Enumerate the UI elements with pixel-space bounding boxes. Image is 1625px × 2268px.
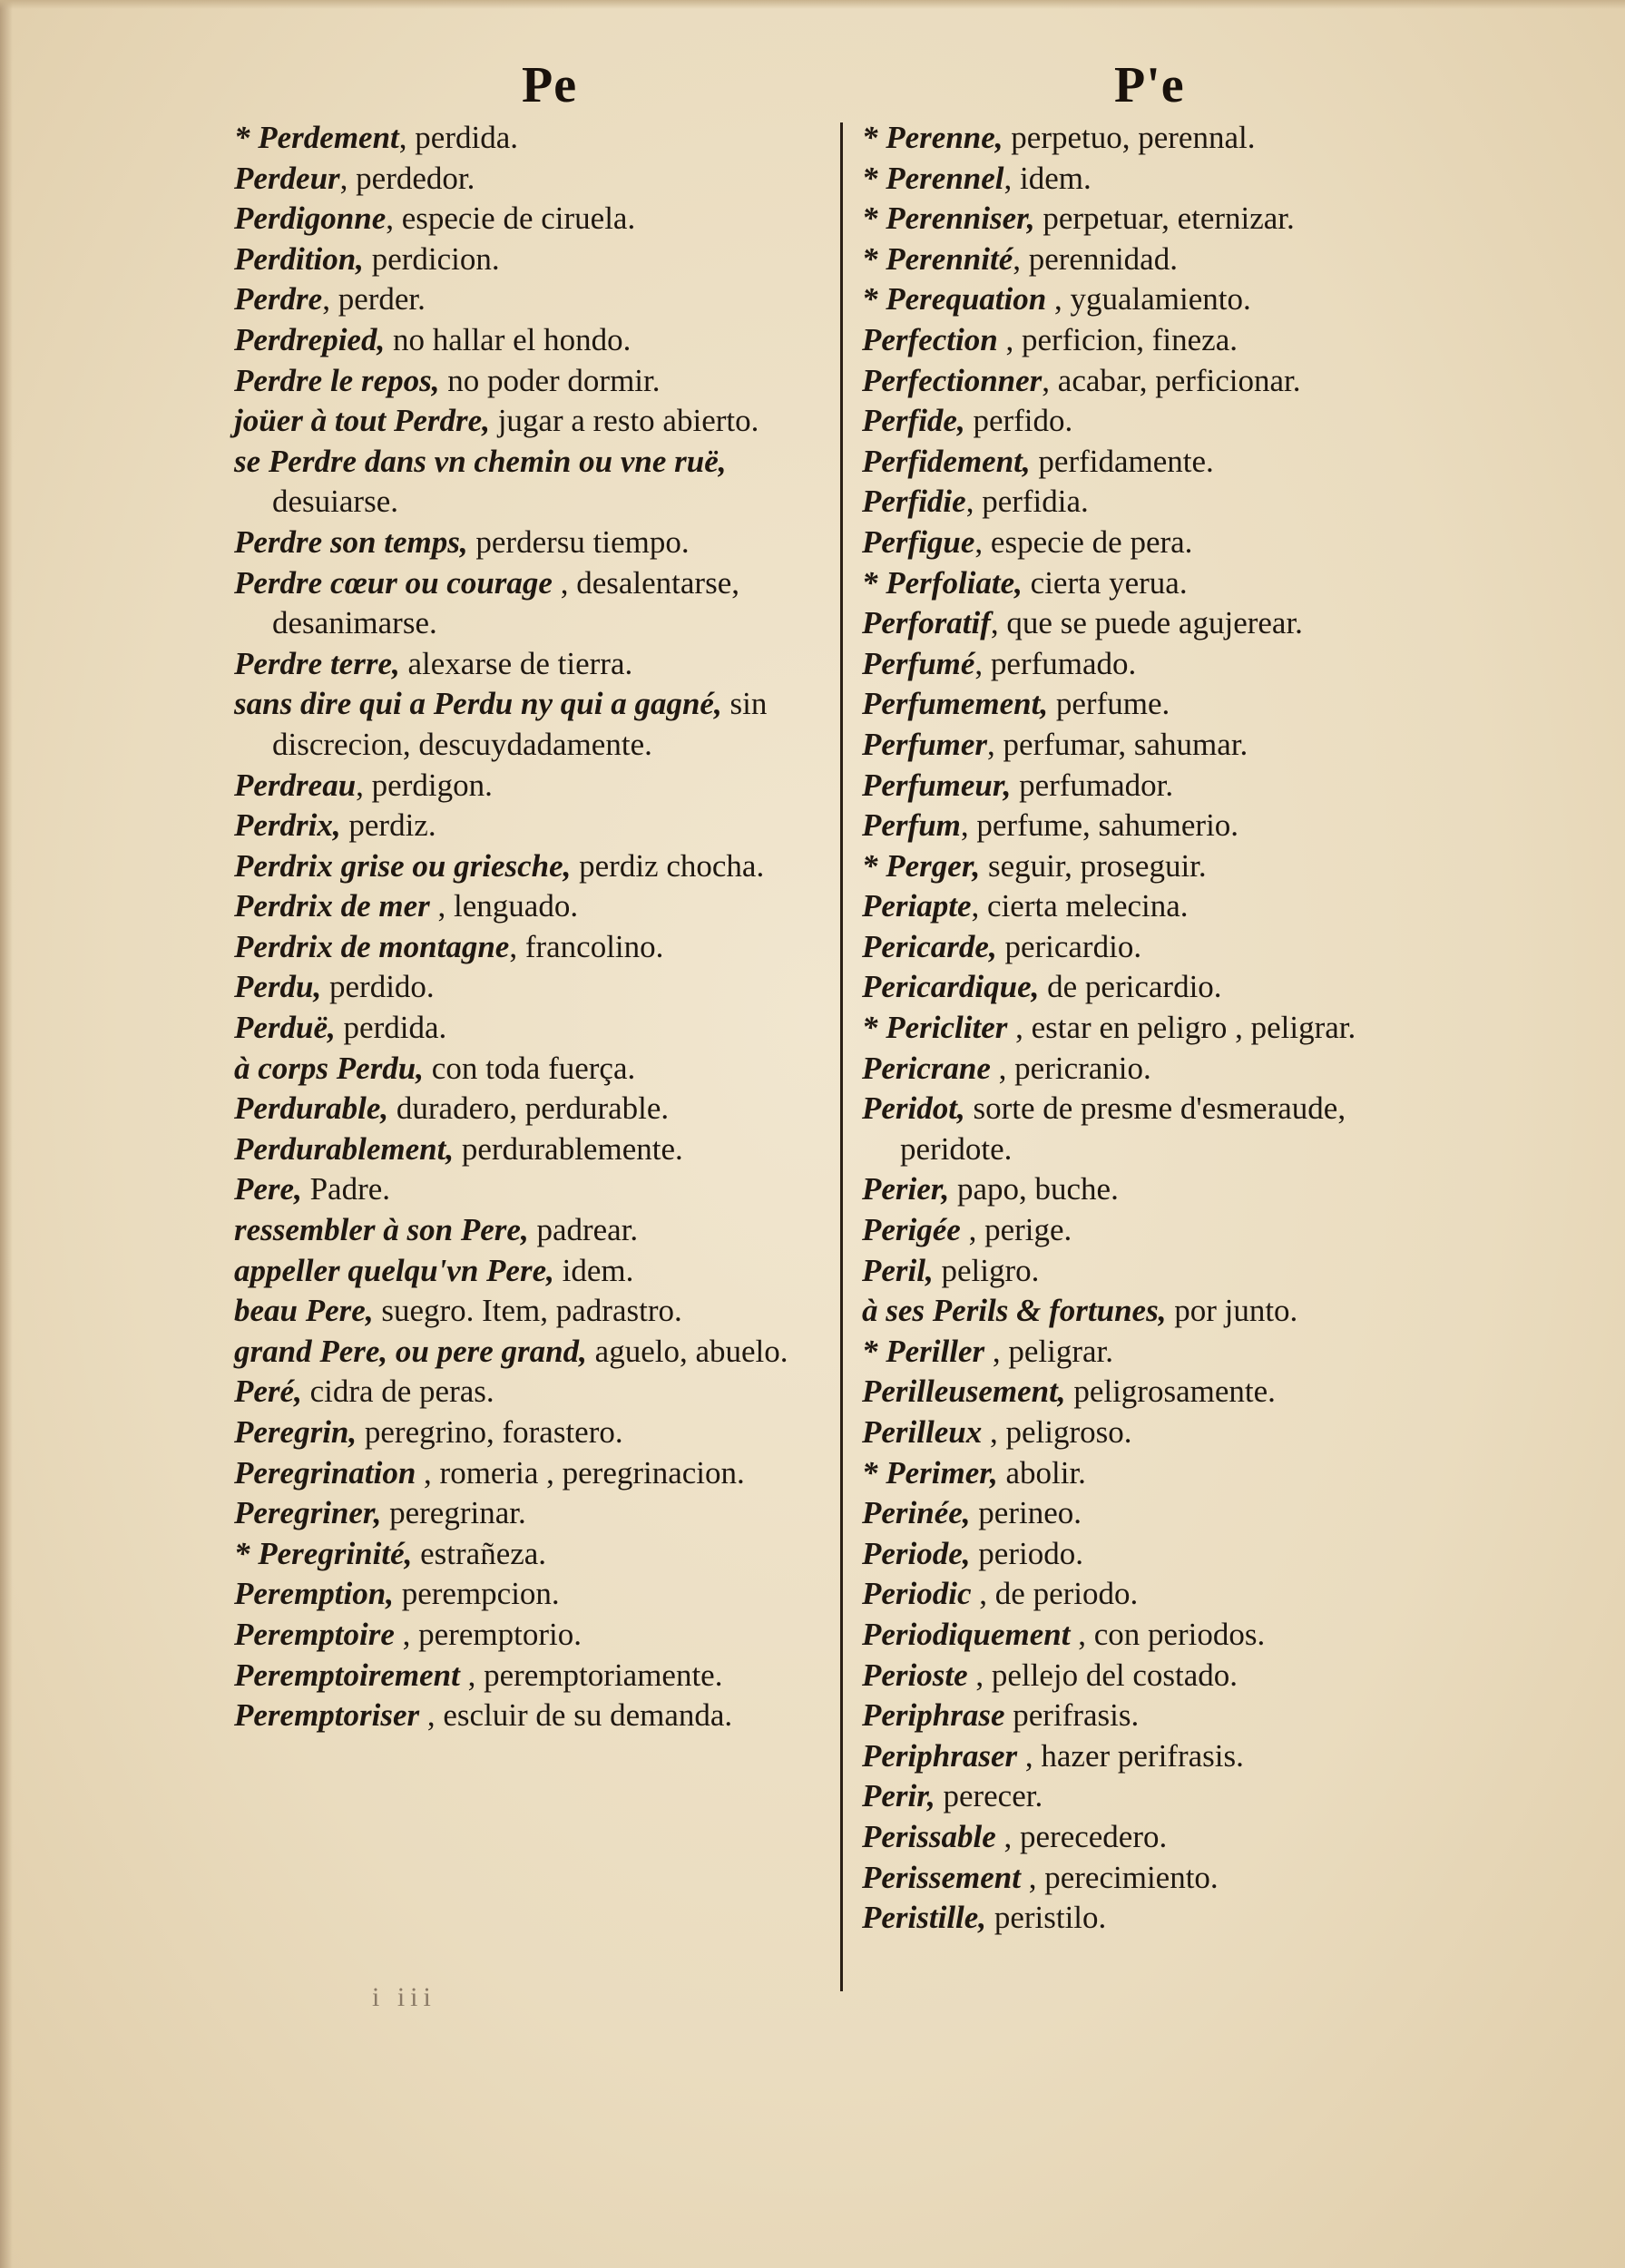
entry-headword: Perdigonne [234, 200, 387, 237]
entry-definition: sin discrecion, descuydadamente. [272, 686, 768, 762]
entry-headword: Peremptoriser [234, 1697, 420, 1734]
entry-definition: , lenguado. [429, 888, 579, 924]
entry-headword: Perfectionner [862, 362, 1043, 398]
dictionary-entry [234, 886, 826, 927]
dictionary-entry [234, 442, 826, 523]
dictionary-entry [234, 806, 826, 846]
entry-definition: , perfidia. [965, 484, 1089, 520]
dictionary-entry [234, 279, 826, 320]
entry-definition: , escluir de su demanda. [419, 1697, 733, 1734]
entry-headword: Perilleux [862, 1414, 983, 1450]
entry-headword: se Perdre dans vn chemin ou vne ruë, [234, 443, 727, 479]
column-divider [840, 122, 843, 1991]
entry-definition: desuiarse. [272, 484, 398, 520]
entry-definition: , perdigon. [356, 767, 493, 803]
entry-definition: no poder dormir. [439, 362, 661, 398]
entry-headword: Perdrix grise ou griesche, [234, 847, 572, 884]
dictionary-entry [862, 1251, 1452, 1292]
dictionary-entry [862, 927, 1452, 968]
dictionary-entry [862, 1008, 1452, 1049]
entry-headword: * Perennel [862, 160, 1004, 196]
entry-definition: perpetuo, perennal. [1003, 120, 1256, 155]
entry-headword: Perdrix de mer [234, 888, 430, 924]
entry-headword: appeller quelqu'vn Pere, [234, 1252, 554, 1288]
entry-definition: perdicion. [363, 240, 500, 277]
dictionary-entry [862, 806, 1452, 846]
entry-definition: de pericardio. [1039, 969, 1222, 1005]
entry-definition: perifrasis. [1004, 1697, 1140, 1734]
entry-definition: , perfumar, sahumar. [987, 726, 1248, 762]
dictionary-entry [234, 766, 826, 807]
entry-headword: Peregriner, [234, 1495, 382, 1531]
signature-mark: i iii [372, 1982, 436, 2012]
entry-headword: Perdre terre, [234, 645, 400, 681]
entry-headword: * Perdement [234, 120, 399, 155]
dictionary-entry [234, 199, 826, 240]
dictionary-entry [234, 1656, 826, 1696]
dictionary-entry [862, 442, 1452, 483]
entry-headword: Perfumeur, [862, 767, 1012, 803]
entry-headword: * Periller [862, 1333, 985, 1369]
entry-headword: Peremptoire [234, 1616, 395, 1652]
entry-headword: Perdu, [234, 969, 322, 1005]
dictionary-entry [234, 1372, 826, 1413]
entry-definition: , perennidad. [1013, 240, 1178, 277]
entry-definition: perdida. [335, 1010, 447, 1046]
entry-headword: Perdition, [234, 240, 364, 277]
entry-definition: cierta yerua. [1022, 564, 1188, 601]
entry-headword: grand Pere, ou pere grand, [234, 1333, 587, 1369]
dictionary-entry [234, 563, 826, 644]
dictionary-entry [862, 967, 1452, 1008]
page-edge-shadow-left [0, 0, 13, 2268]
running-header-right: P'e [1114, 57, 1185, 113]
entry-definition: duradero, perdurable. [388, 1090, 670, 1127]
entry-definition: aguelo, abuelo. [586, 1333, 788, 1369]
entry-headword: * Perfoliate, [862, 564, 1023, 601]
entry-headword: à corps Perdu, [234, 1050, 425, 1086]
entry-headword: Peré, [234, 1374, 302, 1410]
entry-headword: Perioste [862, 1657, 968, 1693]
entry-definition: , perfume, sahumerio. [960, 807, 1239, 844]
entry-headword: ressembler à son Pere, [234, 1212, 529, 1248]
entry-definition: , perige. [960, 1212, 1072, 1248]
entry-definition: perempcion. [393, 1576, 560, 1612]
entry-headword: * Perger, [862, 847, 981, 884]
entry-headword: beau Pere, [234, 1293, 374, 1329]
entry-definition: , peremptorio. [394, 1616, 582, 1652]
dictionary-entry [234, 1008, 826, 1049]
dictionary-entry [862, 1089, 1452, 1169]
dictionary-entry [234, 1049, 826, 1090]
dictionary-entry [234, 1696, 826, 1736]
entry-definition: cidra de peras. [301, 1374, 494, 1410]
entry-definition: , con periodos. [1070, 1616, 1266, 1652]
entry-headword: Peregrin, [234, 1414, 357, 1450]
entry-headword: Perfumé [862, 645, 975, 681]
entry-definition: , especie de pera. [974, 523, 1193, 560]
entry-headword: * Peregrinité, [234, 1535, 413, 1571]
entry-definition: padrear. [528, 1212, 639, 1248]
entry-headword: Peregrination [234, 1454, 416, 1491]
entry-headword: Periodiquement [862, 1616, 1071, 1652]
entry-definition: , ygualamiento. [1046, 281, 1251, 318]
dictionary-entry [234, 159, 826, 200]
dictionary-entry [862, 159, 1452, 200]
entry-headword: Perdurable, [234, 1090, 389, 1127]
dictionary-entry [234, 320, 826, 361]
entry-definition: perfidamente. [1030, 443, 1214, 479]
entry-headword: Pere, [234, 1171, 302, 1207]
entry-definition: , peligrar. [984, 1333, 1114, 1369]
entry-definition: peligro. [933, 1252, 1040, 1288]
entry-headword: Perfide, [862, 403, 965, 439]
entry-definition: estrañeza. [412, 1535, 547, 1571]
entry-headword: Periodic [862, 1576, 972, 1612]
dictionary-entry [862, 1858, 1452, 1899]
entry-definition: , peremptoriamente. [459, 1657, 723, 1693]
entry-definition: alexarse de tierra. [399, 645, 633, 681]
entry-definition: , de periodo. [971, 1576, 1139, 1612]
entry-headword: Periapte [862, 888, 972, 924]
dictionary-entry [862, 118, 1452, 159]
entry-headword: * Perequation [862, 281, 1047, 318]
dictionary-entry [862, 401, 1452, 442]
dictionary-entry [862, 199, 1452, 240]
dictionary-entry [234, 1534, 826, 1575]
entry-headword: Perdurablement, [234, 1130, 455, 1167]
entry-headword: Perfum [862, 807, 961, 844]
entry-headword: Peridot, [862, 1090, 965, 1127]
entry-headword: Periphrase [862, 1697, 1005, 1734]
entry-definition: , perecedero. [995, 1818, 1168, 1854]
entry-definition: perfido. [964, 403, 1073, 439]
dictionary-entry [862, 1332, 1452, 1373]
entry-definition: periodo. [970, 1535, 1083, 1571]
dictionary-entry [234, 1291, 826, 1332]
entry-definition: , estar en peligro , peligrar. [1007, 1010, 1356, 1046]
entry-definition: perfumador. [1011, 767, 1174, 803]
entry-definition: jugar a resto abierto. [489, 403, 759, 439]
entry-headword: Perfumer [862, 726, 988, 762]
entry-headword: Perforatif [862, 605, 991, 641]
entry-definition: sorte de presme d'esmeraude, peridote. [900, 1090, 1346, 1167]
dictionary-entry [862, 1736, 1452, 1777]
entry-definition: , perficion, fineza. [997, 321, 1238, 357]
dictionary-entry [862, 361, 1452, 402]
entry-definition: papo, buche. [949, 1171, 1119, 1207]
entry-definition: perpetuar, eternizar. [1034, 200, 1295, 237]
entry-definition: , perfumado. [974, 645, 1137, 681]
entry-headword: Perfidement, [862, 443, 1031, 479]
dictionary-entry [234, 118, 826, 159]
dictionary-entry [862, 886, 1452, 927]
entry-definition: , perder. [322, 281, 426, 318]
dictionary-entry [234, 644, 826, 685]
entry-definition: peligrosamente. [1065, 1374, 1276, 1410]
page-edge-shadow-top [0, 0, 1625, 9]
entry-definition: perdido. [321, 969, 435, 1005]
entry-definition: , hazer perifrasis. [1017, 1737, 1244, 1774]
dictionary-entry [862, 1291, 1452, 1332]
dictionary-entry [234, 240, 826, 280]
entry-headword: Perigée [862, 1212, 961, 1248]
dictionary-entry [234, 361, 826, 402]
dictionary-entry [862, 1898, 1452, 1939]
dictionary-entry [234, 1493, 826, 1534]
entry-definition: perfume. [1048, 686, 1170, 722]
dictionary-entry [234, 1574, 826, 1615]
dictionary-entry [234, 401, 826, 442]
dictionary-entry [234, 967, 826, 1008]
entry-definition: , perecimiento. [1020, 1859, 1219, 1895]
entry-definition: , romeria , peregrinacion. [416, 1454, 745, 1491]
entry-definition: abolir. [997, 1454, 1086, 1491]
entry-headword: Perdre le repos, [234, 362, 440, 398]
entry-headword: Perfidie [862, 484, 966, 520]
entry-definition: peregrino, forastero. [357, 1414, 623, 1450]
entry-headword: Peremptoirement [234, 1657, 460, 1693]
entry-definition: perdersu tiempo. [467, 523, 690, 560]
entry-headword: Peremption, [234, 1576, 394, 1612]
entry-headword: Periode, [862, 1535, 971, 1571]
entry-definition: , cierta melecina. [971, 888, 1189, 924]
dictionary-entry [862, 1696, 1452, 1736]
dictionary-entry [862, 320, 1452, 361]
dictionary-entry [234, 1453, 826, 1494]
dictionary-entry [862, 1534, 1452, 1575]
dictionary-entry [234, 1210, 826, 1251]
entry-definition: peregrinar. [381, 1495, 526, 1531]
dictionary-entry [862, 1169, 1452, 1210]
running-header-left: Pe [522, 57, 578, 113]
dictionary-entry [234, 684, 826, 765]
entry-definition: perdiz chocha. [571, 847, 765, 884]
dictionary-entry [862, 1453, 1452, 1494]
entry-headword: Perdre [234, 281, 323, 318]
dictionary-entry [862, 1413, 1452, 1453]
dictionary-entry [862, 279, 1452, 320]
dictionary-entry [862, 603, 1452, 644]
entry-definition: no hallar el hondo. [385, 321, 631, 357]
dictionary-entry [234, 1251, 826, 1292]
entry-headword: joüer à tout Perdre, [234, 403, 490, 439]
dictionary-entry [862, 725, 1452, 766]
entry-headword: * Pericliter [862, 1010, 1008, 1046]
dictionary-column-right [862, 118, 1452, 1939]
entry-headword: Perduë, [234, 1010, 336, 1046]
dictionary-entry [862, 1615, 1452, 1656]
entry-headword: Perdrix de montagne [234, 928, 510, 964]
dictionary-entry [862, 684, 1452, 725]
entry-headword: Perir, [862, 1778, 935, 1814]
entry-definition: , peligroso. [982, 1414, 1132, 1450]
entry-definition: perineo. [970, 1495, 1082, 1531]
entry-definition: perdiz. [340, 807, 436, 844]
dictionary-entry [862, 1656, 1452, 1696]
dictionary-entry [862, 644, 1452, 685]
entry-headword: Perissement [862, 1859, 1021, 1895]
entry-definition: suegro. Item, padrastro. [373, 1293, 682, 1329]
dictionary-entry [862, 1493, 1452, 1534]
entry-definition: , especie de ciruela. [386, 200, 636, 237]
entry-headword: Perier, [862, 1171, 950, 1207]
entry-headword: Peril, [862, 1252, 934, 1288]
dictionary-entry [234, 846, 826, 887]
entry-definition: , francolino. [509, 928, 664, 964]
dictionary-entry [862, 1372, 1452, 1413]
entry-definition: , idem. [1003, 160, 1091, 196]
entry-headword: Perdrepied, [234, 321, 386, 357]
entry-definition: Padre. [301, 1171, 391, 1207]
entry-headword: Perinée, [862, 1495, 971, 1531]
entry-definition: perecer. [935, 1778, 1043, 1814]
entry-headword: Periphraser [862, 1737, 1018, 1774]
entry-headword: Perfection [862, 321, 998, 357]
dictionary-entry [234, 523, 826, 563]
entry-definition: , pericranio. [990, 1050, 1151, 1086]
entry-definition: perdurablemente. [454, 1130, 683, 1167]
dictionary-entry [234, 1413, 826, 1453]
entry-definition: , pellejo del costado. [967, 1657, 1238, 1693]
dictionary-entry [862, 1574, 1452, 1615]
dictionary-entry [862, 1776, 1452, 1817]
dictionary-column-left [234, 118, 826, 1736]
entry-headword: * Perenniser, [862, 200, 1035, 237]
entry-headword: Pericrane [862, 1050, 991, 1086]
entry-definition: por junto. [1166, 1293, 1298, 1329]
entry-definition: peristilo. [986, 1900, 1107, 1936]
dictionary-entry [234, 1615, 826, 1656]
entry-headword: Perdre cœur ou courage [234, 564, 553, 601]
entry-definition: con toda fuerça. [424, 1050, 636, 1086]
entry-headword: Peristille, [862, 1900, 987, 1936]
dictionary-entry [862, 1210, 1452, 1251]
dictionary-entry [862, 766, 1452, 807]
entry-definition: , que se puede agujerear. [990, 605, 1303, 641]
entry-headword: Perdrix, [234, 807, 341, 844]
entry-definition: , perdida. [398, 120, 518, 155]
entry-headword: Perfigue [862, 523, 975, 560]
dictionary-entry [234, 927, 826, 968]
entry-headword: sans dire qui a Perdu ny qui a gagné, [234, 686, 722, 722]
entry-headword: * Perennité [862, 240, 1013, 277]
entry-headword: Perdreau [234, 767, 357, 803]
dictionary-entry [862, 1817, 1452, 1858]
entry-headword: Perdeur [234, 160, 340, 196]
entry-headword: Perissable [862, 1818, 996, 1854]
dictionary-entry [234, 1332, 826, 1373]
dictionary-entry [234, 1089, 826, 1129]
entry-definition: seguir, proseguir. [980, 847, 1207, 884]
entry-definition: , perdedor. [339, 160, 475, 196]
dictionary-entry [862, 563, 1452, 604]
entry-headword: Pericardique, [862, 969, 1040, 1005]
entry-headword: à ses Perils & fortunes, [862, 1293, 1167, 1329]
entry-headword: Perfumement, [862, 686, 1049, 722]
dictionary-entry [234, 1169, 826, 1210]
entry-headword: * Perimer, [862, 1454, 998, 1491]
dictionary-entry [862, 240, 1452, 280]
entry-headword: * Perenne, [862, 120, 1003, 155]
dictionary-entry [862, 846, 1452, 887]
dictionary-entry [862, 482, 1452, 523]
entry-headword: Perdre son temps, [234, 523, 468, 560]
dictionary-entry [862, 1049, 1452, 1090]
dictionary-entry [234, 1129, 826, 1170]
entry-definition: idem. [553, 1252, 634, 1288]
entry-headword: Pericarde, [862, 928, 997, 964]
entry-definition: , acabar, perficionar. [1042, 362, 1301, 398]
entry-definition: pericardio. [996, 928, 1142, 964]
entry-headword: Perilleusement, [862, 1374, 1066, 1410]
dictionary-entry [862, 523, 1452, 563]
entry-definition: , desalentarse, desanimarse. [272, 564, 739, 641]
